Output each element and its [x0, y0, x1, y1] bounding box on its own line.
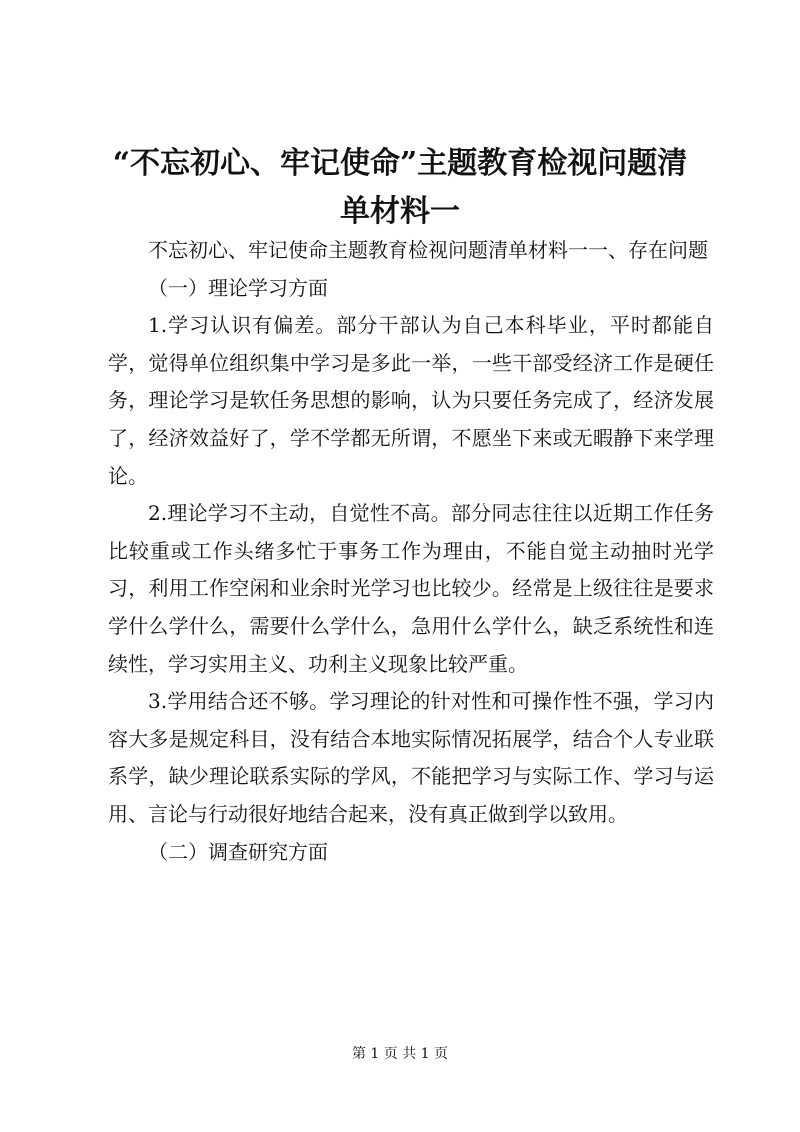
paragraph-1: 1.学习认识有偏差。部分干部认为自己本科毕业，平时都能自学，觉得单位组织集中学习是多此一举，一些干部受经济工作是硬任务，理论学习是软任务思想的影响，认为只要任务完成了，经济发展了，经济效益好了，学不学都无所谓，不愿坐下来或无暇静下来学理论。 [108, 313, 714, 488]
intro-paragraph: 不忘初心、牢记使命主题教育检视问题清单材料一一、存在问题 [148, 238, 708, 262]
paragraph-2: 2.理论学习不主动，自觉性不高。部分同志往往以近期工作任务比较重或工作头绪多忙于事务工作为理由，不能自觉主动抽时光学习，利用工作空闲和业余时光学习也比较少。经常是上级往往是要求学什么学什么，需要什么学什么，急用什么学什么，缺乏系统性和连续性，学习实用主义、功利主义现象比较严重。 [108, 501, 714, 676]
section-heading-research: （二）调查研究方面 [148, 839, 328, 864]
section-heading-theory: （一）理论学习方面 [148, 275, 328, 300]
document-title: “不忘初心、牢记使命”主题教育检视问题清单材料一 [112, 146, 688, 229]
page-footer: 第 1 页 共 1 页 [351, 1046, 449, 1062]
document-body [108, 232, 714, 871]
paragraph-3: 3.学用结合还不够。学习理论的针对性和可操作性不强，学习内容大多是规定科目，没有结合本地实际情况拓展学，结合个人专业联系学，缺少理论联系实际的学风，不能把学习与实际工作、学习与运用、言论与行动很好地结合起来，没有真正做到学以致用。 [108, 689, 714, 826]
